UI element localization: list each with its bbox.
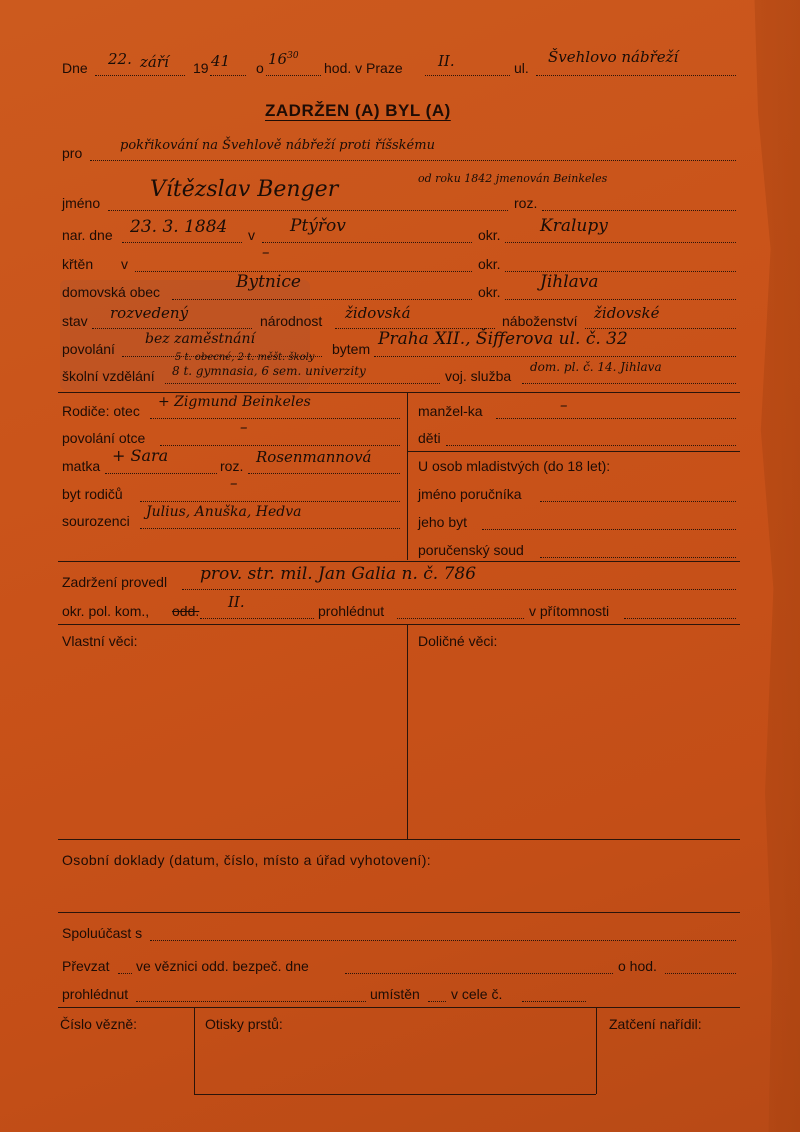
- matka-label: matka: [62, 458, 101, 474]
- domovska-okr-value: Jihlava: [540, 272, 599, 292]
- prohlednut-label: prohlédnut: [318, 603, 385, 619]
- odd-label: odd.: [172, 603, 200, 619]
- jmeno-label: jméno: [62, 195, 101, 211]
- hour-value: $16^{30}$: [268, 50, 299, 68]
- jeho-byt-label: jeho byt: [418, 514, 468, 530]
- krten-okr-label: okr.: [478, 256, 501, 272]
- povolani-otce-value: –: [240, 418, 248, 436]
- domovska-obec-label: domovská obec: [62, 284, 161, 300]
- krten-label: křtěn: [62, 256, 94, 272]
- jmeno-value: Vítězslav Benger: [150, 177, 339, 202]
- matka-roz-label: roz.: [220, 458, 244, 474]
- prohlednut2-label: prohlédnut: [62, 986, 129, 1002]
- voj-sluzba-value: dom. pl. č. 14. Jihlava: [530, 360, 662, 374]
- nar-place-value: Ptýřov: [290, 216, 346, 236]
- o-hod-label: o hod.: [618, 958, 657, 974]
- dne-label: Dne: [62, 60, 88, 76]
- stav-label: stav: [62, 313, 88, 329]
- osobni-doklady-label: Osobní doklady (datum, číslo, místo a úřad vyhotovení):: [62, 852, 432, 868]
- vzdelani-value: 8 t. gymnasia, 6 sem. univerzity: [172, 364, 366, 378]
- nar-date-value: 23. 3. 1884: [130, 217, 228, 237]
- otec-value: + Zigmund Beinkeles: [158, 394, 311, 410]
- roz-label: roz.: [514, 195, 538, 211]
- jmeno-note: od roku 1842 jmenován Beinkeles: [418, 172, 608, 185]
- okr-pol-kom-label: okr. pol. kom.,: [62, 603, 150, 619]
- umisten-label: umístěn: [370, 986, 420, 1002]
- povolani-label: povolání: [62, 341, 115, 357]
- bytem-label: bytem: [332, 341, 371, 357]
- deti-label: děti: [418, 430, 441, 446]
- narodnost-value: židovská: [345, 304, 411, 322]
- rodice-otec-label: Rodiče: otec: [62, 403, 140, 419]
- zatceni-naridil-label: Zatčení nařídil:: [609, 1016, 702, 1032]
- cislo-vezne-label: Číslo vězně:: [60, 1016, 138, 1032]
- o-label: o: [256, 60, 264, 76]
- v-cele-label: v cele č.: [451, 986, 503, 1002]
- matka-value: + Sara: [112, 446, 169, 465]
- ul-label: ul.: [514, 60, 529, 76]
- nar-dne-label: nar. dne: [62, 227, 113, 243]
- byt-rodicu-label: byt rodičů: [62, 486, 123, 502]
- vzdelani-value-top: 5 t. obecné, 2 t. měšt. školy: [175, 352, 315, 363]
- porucensky-soud-label: poručenský soud: [418, 542, 524, 558]
- nabozenstvi-value: židovské: [594, 304, 660, 322]
- district-value: II.: [438, 52, 455, 70]
- month-value: září: [140, 53, 169, 71]
- prevzat-label: Převzat: [62, 958, 110, 974]
- pro-value: pokřikování na Švehlově nábřeží proti říšskému: [120, 138, 435, 153]
- manzel-value: –: [560, 396, 568, 414]
- narodnost-label: národnost: [260, 313, 323, 329]
- form-title: ZADRŽEN (A) BYL (A): [265, 101, 451, 120]
- stav-value: rozvedený: [110, 304, 189, 322]
- bytem-value: Praha XII., Šifferova ul. č. 32: [378, 329, 628, 349]
- vzdelani-label: školní vzdělání: [62, 368, 155, 384]
- vlastni-veci-label: Vlastní věci:: [62, 633, 138, 649]
- torn-edge: [730, 0, 800, 1132]
- day-value: 22.: [108, 50, 132, 68]
- domovska-okr-label: okr.: [478, 284, 501, 300]
- spoluucast-label: Spoluúčast s: [62, 925, 143, 941]
- mladistvi-label: U osob mladistvých (do 18 let):: [418, 458, 611, 474]
- nar-okr-value: Kralupy: [540, 216, 608, 236]
- veznice-label: ve věznici odd. bezpeč. dne: [136, 958, 309, 974]
- krten-v-value: –: [262, 243, 270, 261]
- hod-v-praze-label: hod. v Praze: [324, 60, 403, 76]
- dolicne-veci-label: Doličné věci:: [418, 633, 498, 649]
- zadrzeni-value: prov. str. mil. Jan Galia n. č. 786: [200, 564, 477, 584]
- domovska-obec-value: Bytnice: [236, 272, 301, 292]
- year-prefix: 19: [193, 60, 209, 76]
- byt-rodicu-value: –: [230, 474, 238, 492]
- povolani-otce-label: povolání otce: [62, 430, 146, 446]
- nar-okr-label: okr.: [478, 227, 501, 243]
- pro-label: pro: [62, 145, 83, 161]
- matka-roz-value: Rosenmannová: [256, 448, 372, 466]
- povolani-value: bez zaměstnání: [145, 331, 256, 347]
- v-pritomnosti-label: v přítomnosti: [529, 603, 610, 619]
- year-suffix: 41: [211, 52, 231, 70]
- street-value: Švehlovo nábřeží: [548, 48, 679, 66]
- sourozenci-value: Julius, Anuška, Hedva: [146, 504, 302, 520]
- okr-pol-value: II.: [228, 593, 245, 611]
- sourozenci-label: sourozenci: [62, 513, 130, 529]
- nar-v-label: v: [248, 227, 255, 243]
- otisky-prstu-label: Otisky prstů:: [205, 1016, 283, 1032]
- zadrzeni-label: Zadržení provedl: [62, 574, 168, 590]
- voj-sluzba-label: voj. služba: [445, 368, 512, 384]
- manzel-label: manžel-ka: [418, 403, 483, 419]
- porucnik-label: jméno poručníka: [418, 486, 522, 502]
- nabozenstvi-label: náboženství: [502, 313, 578, 329]
- krten-v-label: v: [121, 256, 128, 272]
